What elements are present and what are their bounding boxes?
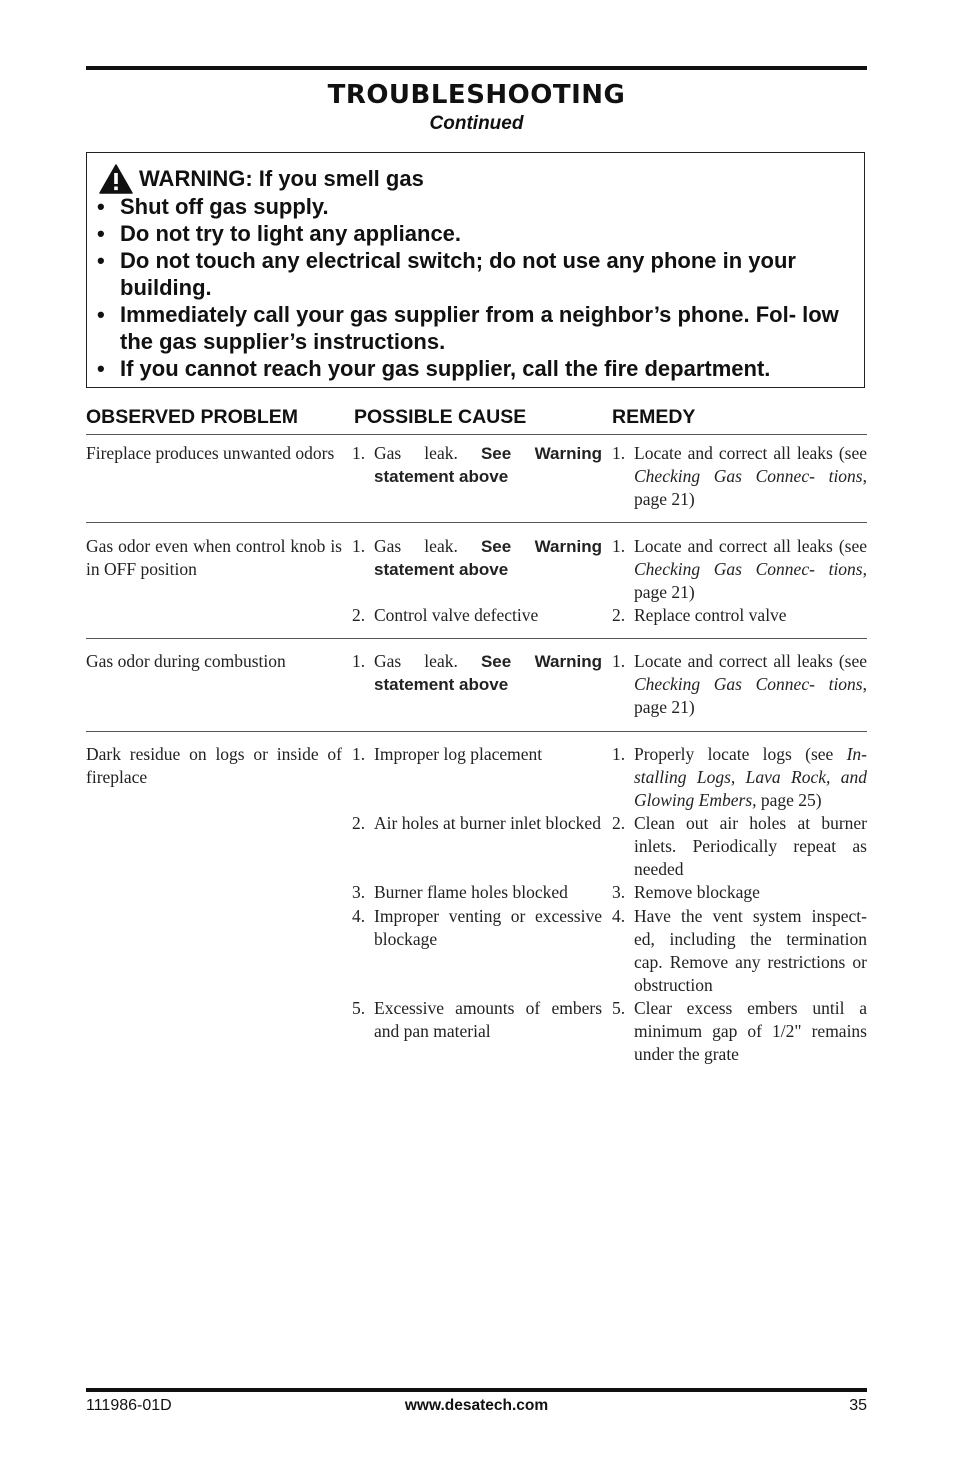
reference-text: Checking Gas Connec- tions (634, 559, 863, 579)
page-number: 35 (849, 1397, 867, 1414)
cause-item (352, 881, 602, 904)
cause-item (352, 743, 602, 766)
remedy-item (612, 650, 867, 719)
item-number: 1. (352, 443, 366, 463)
cause-text: Gas leak. (374, 651, 458, 671)
cause-text: Burner flame holes blocked (374, 882, 568, 902)
item-number: 1. (352, 536, 366, 556)
remedy-text-end: , page 21) (634, 466, 867, 509)
gas-warning-box (86, 152, 865, 388)
row-divider (86, 638, 867, 639)
remedy-text: Replace control valve (634, 605, 787, 625)
remedy-item (612, 604, 867, 627)
document-number: 111986-01D (86, 1397, 172, 1414)
warning-item (97, 220, 857, 247)
remedy-text: Have the vent system inspect- ed, including the termination cap. Remove any restrictions or obstruction (634, 906, 867, 995)
remedy-item (612, 535, 867, 604)
warning-list (97, 193, 857, 382)
warning-item (97, 301, 857, 355)
remedy-text: Locate and correct all leaks (see (634, 651, 867, 671)
remedy-text: Locate and correct all leaks (see (634, 443, 867, 463)
cause-text: Gas leak. (374, 536, 458, 556)
cause-item (352, 997, 602, 1043)
warning-item-text: Do not try to light any appliance. (120, 221, 462, 246)
item-number: 4. (612, 906, 626, 926)
item-number: 2. (352, 813, 366, 833)
page-title: TROUBLESHOOTING (327, 80, 626, 110)
remedy-text: Clear excess embers until a minimum gap of 1/2" remains under the grate (634, 998, 867, 1064)
bottom-rule (86, 1388, 867, 1392)
warning-heading-text: WARNING: If you smell gas (139, 166, 424, 191)
remedy-item (612, 743, 867, 812)
item-number: 1. (352, 744, 366, 764)
column-header-problem: OBSERVED PROBLEM (86, 406, 299, 428)
problem-cell: Dark residue on logs or inside of fireplace (86, 744, 342, 787)
cause-text: Gas leak. (374, 443, 458, 463)
remedy-item (612, 812, 867, 881)
see-warning-text: See Warning statement above (374, 652, 602, 694)
item-number: 5. (352, 998, 366, 1018)
warning-item-text: Immediately call your gas supplier from a neighbor’s phone. Fol- low the gas supplier’s instructions. (120, 302, 839, 354)
item-number: 3. (352, 882, 366, 902)
remedy-text: Properly locate logs (see (634, 744, 834, 764)
column-header-cause: POSSIBLE CAUSE (354, 406, 527, 428)
cause-item (352, 535, 602, 581)
reference-text: In- stalling Logs, Lava Rock, and Glowing Embers, (634, 744, 868, 810)
column-header-remedy: REMEDY (612, 406, 696, 428)
remedy-text: Locate and correct all leaks (see (634, 536, 867, 556)
warning-item-text: If you cannot reach your gas supplier, call the fire department. (120, 356, 771, 381)
row-divider (86, 731, 867, 732)
warning-item-text: Do not touch any electrical switch; do not use any phone in your building. (120, 248, 796, 300)
bullet: • (97, 248, 105, 273)
problem-cell: Gas odor during combustion (86, 651, 286, 671)
cause-item (352, 604, 602, 627)
warning-item (97, 355, 857, 382)
item-number: 2. (612, 813, 626, 833)
item-number: 5. (612, 998, 626, 1018)
warning-heading (99, 164, 424, 194)
warning-item (97, 193, 857, 220)
item-number: 1. (612, 744, 626, 764)
cause-item (352, 905, 602, 951)
item-number: 2. (352, 605, 366, 625)
header-divider (86, 434, 867, 435)
remedy-item (612, 997, 867, 1066)
remedy-text: Clean out air holes at burner inlets. Periodically repeat as needed (634, 813, 867, 879)
page-subtitle: Continued (429, 113, 524, 134)
remedy-text-end: , page 21) (634, 559, 867, 602)
bullet: • (97, 194, 105, 219)
cause-text: Air holes at burner inlet blocked (374, 813, 601, 833)
cause-text: Improper log placement (374, 744, 543, 764)
item-number: 3. (612, 882, 626, 902)
row-divider (86, 522, 867, 523)
see-warning-text: See Warning statement above (374, 537, 602, 579)
problem-cell: Gas odor even when control knob is in OFF position (86, 536, 342, 579)
cause-item (352, 650, 602, 696)
cause-text: Improper venting or excessive blockage (374, 906, 602, 949)
remedy-text-end: , page 21) (634, 674, 867, 717)
cause-item (352, 442, 602, 488)
cause-text: Excessive amounts of embers and pan material (374, 998, 602, 1041)
item-number: 2. (612, 605, 626, 625)
warning-item (97, 247, 857, 301)
remedy-text: Remove blockage (634, 882, 760, 902)
problem-cell: Fireplace produces unwanted odors (86, 443, 335, 463)
bullet: • (97, 356, 105, 381)
bullet: • (97, 221, 105, 246)
top-rule (86, 66, 867, 70)
warning-item-text: Shut off gas supply. (120, 194, 329, 219)
cause-item (352, 812, 602, 835)
item-number: 1. (612, 536, 626, 556)
remedy-item (612, 881, 867, 904)
remedy-text-end: page 25) (760, 790, 822, 810)
bullet: • (97, 302, 105, 327)
item-number: 4. (352, 906, 366, 926)
cause-text: Control valve defective (374, 605, 539, 625)
reference-text: Checking Gas Connec- tions (634, 674, 863, 694)
remedy-item (612, 442, 867, 511)
see-warning-text: See Warning statement above (374, 444, 602, 486)
item-number: 1. (612, 443, 626, 463)
warning-triangle-icon (99, 164, 133, 194)
reference-text: Checking Gas Connec- tions (634, 466, 863, 486)
remedy-item (612, 905, 867, 997)
website-link[interactable]: www.desatech.com (404, 1397, 549, 1414)
item-number: 1. (352, 651, 366, 671)
item-number: 1. (612, 651, 626, 671)
